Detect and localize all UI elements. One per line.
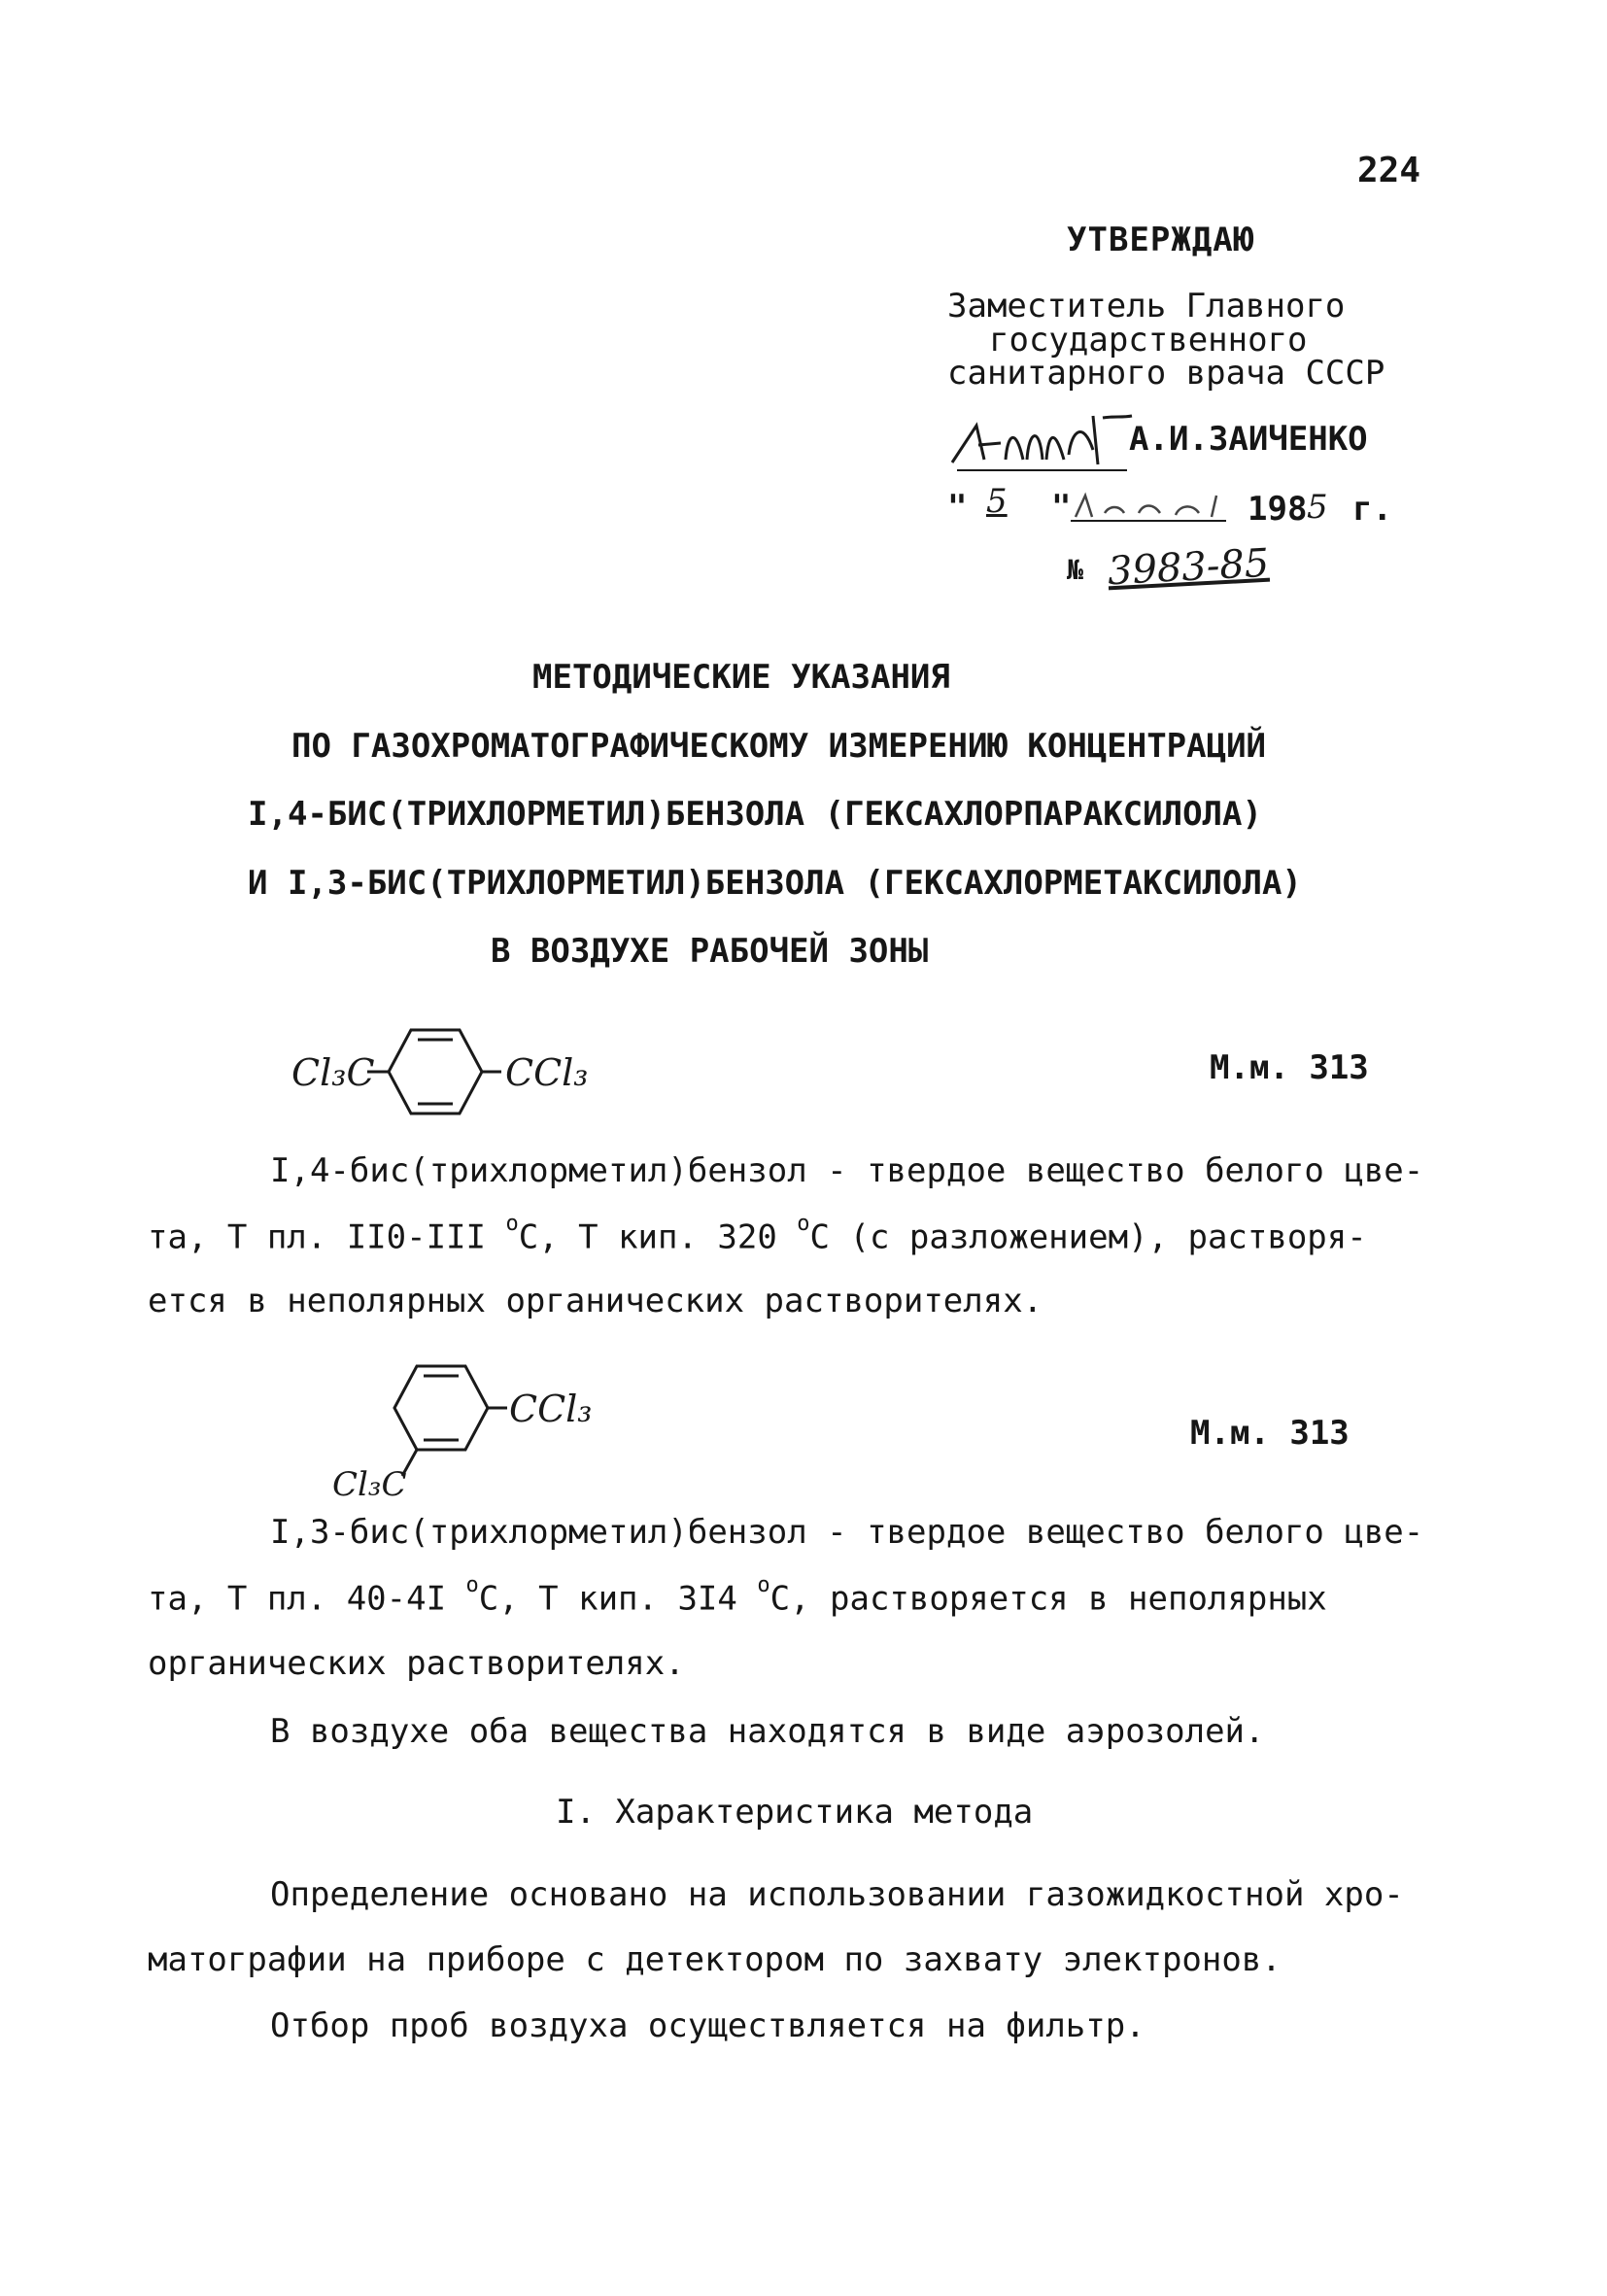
section1-paragraph1-line-1: Определение основано на использовании газожидкостной хро-	[270, 1875, 1404, 1914]
compound2-desc-line-2	[148, 1573, 1327, 1619]
date-year-handwritten-digit: 5	[1307, 488, 1328, 527]
title-line-4: И I,3-БИС(ТРИХЛОРМЕТИЛ)БЕНЗОЛА (ГЕКСАХЛОРМЕТАКСИЛОЛА)	[248, 864, 1302, 903]
aerosol-statement: В воздухе оба вещества находятся в виде аэрозолей.	[270, 1712, 1265, 1751]
compound2-desc-line-1: I,3-бис(трихлорметил)бензол - твердое вещество белого цве-	[270, 1513, 1424, 1552]
section1-paragraph2: Отбор проб воздуха осуществляется на фильтр.	[270, 2006, 1145, 2045]
compound1-desc-line-3: ется в неполярных органических растворителях.	[148, 1282, 1043, 1320]
compound1-left-group: Cl₃C	[291, 1051, 375, 1094]
approval-heading: УТВЕРЖДАЮ	[1067, 221, 1255, 259]
title-line-2: ПО ГАЗОХРОМАТОГРАФИЧЕСКОМУ ИЗМЕРЕНИЮ КОНЦЕНТРАЦИЙ	[291, 727, 1267, 766]
compound1-desc-line-1: I,4-бис(трихлорметил)бензол - твердое вещество белого цве-	[270, 1151, 1424, 1190]
date-day: 5	[986, 482, 1008, 521]
title-line-5: В ВОЗДУХЕ РАБОЧЕЙ ЗОНЫ	[491, 932, 929, 971]
degree-mark: о	[505, 1212, 519, 1236]
approval-line-3: санитарного врача СССР	[947, 354, 1385, 393]
compound1-right-group: CCl₃	[505, 1051, 589, 1094]
compound2-bottom-group: Cl₃C	[332, 1465, 407, 1504]
compound2-molecular-mass: М.м. 313	[1190, 1414, 1350, 1453]
compound1-benzene-ring	[367, 1018, 503, 1125]
degree-mark: о	[797, 1212, 810, 1236]
compound2-boiling-point: С, Т кип. 3I4	[478, 1579, 758, 1619]
title-line-3: I,4-БИС(ТРИХЛОРМЕТИЛ)БЕНЗОЛА (ГЕКСАХЛОРПАРАКСИЛОЛА)	[248, 795, 1262, 834]
compound1-boiling-point: С, Т кип. 320	[518, 1217, 798, 1257]
page-number: 224	[1357, 151, 1421, 190]
compound2-solubility-start: С, растворяется в неполярных	[769, 1579, 1327, 1619]
date-close-quote: "	[1051, 488, 1072, 527]
degree-mark: о	[465, 1573, 479, 1597]
section1-heading: I. Характеристика метода	[556, 1793, 1034, 1832]
number-sign: №	[1067, 554, 1083, 586]
approval-line-2: государственного	[989, 321, 1308, 360]
compound1-molecular-mass: М.м. 313	[1210, 1048, 1369, 1087]
date-open-quote: "	[947, 488, 968, 527]
date-year-suffix: г.	[1352, 490, 1392, 529]
handwritten-signature	[947, 406, 1142, 474]
section1-paragraph1-line-2: матографии на приборе с детектором по захвату электронов.	[148, 1940, 1282, 1979]
compound2-desc-line-3: органических растворителях.	[148, 1644, 685, 1683]
compound1-melting-point: та, Т пл. II0-III	[148, 1217, 506, 1257]
signatory-name: А.И.ЗАИЧЕНКО	[1129, 420, 1368, 459]
approval-line-1: Заместитель Главного	[947, 287, 1346, 326]
date-year: 198	[1248, 490, 1308, 529]
compound2-right-group: CCl₃	[509, 1388, 593, 1430]
title-line-1: МЕТОДИЧЕСКИЕ УКАЗАНИЯ	[532, 658, 950, 697]
degree-mark: о	[757, 1573, 770, 1597]
registration-number: 3983-85	[1106, 540, 1271, 595]
compound2-melting-point: та, Т пл. 40-4I	[148, 1579, 466, 1619]
compound1-desc-line-2	[148, 1212, 1367, 1257]
compound1-solubility-start: С (с разложением), растворя-	[809, 1217, 1367, 1257]
handwritten-month	[1071, 486, 1241, 525]
